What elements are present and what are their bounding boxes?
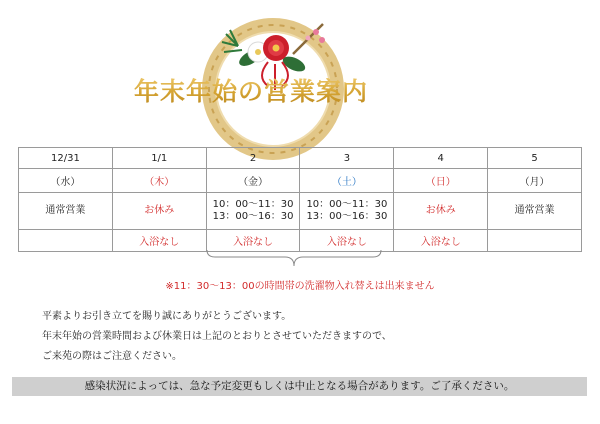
date-cell: 1/1 [112, 148, 206, 169]
hours-morning: 10：00～11：30 [306, 198, 388, 210]
status-cell: 通常営業 [19, 193, 113, 230]
weekday-cell: （水） [19, 169, 113, 193]
message-line: 平素よりお引き立てを賜り誠にありがとうございます。 [42, 311, 292, 322]
hours-cell [300, 193, 394, 230]
bath-cell: 入浴なし [394, 230, 488, 252]
date-cell: 12/31 [19, 148, 113, 169]
schedule-table [18, 147, 582, 252]
date-cell: 2 [206, 148, 300, 169]
status-cell: お休み [112, 193, 206, 230]
date-cell: 3 [300, 148, 394, 169]
message-line: 年末年始の営業時間および休業日は上記のとおりとさせていただきますので、 [42, 331, 392, 342]
hours-afternoon: 13：00～16：30 [306, 211, 388, 222]
notice-banner: 感染状況によっては、急な予定変更もしくは中止となる場合があります。ご了承ください。 [12, 377, 587, 396]
message-line: ご来苑の際はご注意ください。 [42, 351, 182, 362]
hours-morning: 10：00～11：30 [212, 198, 294, 210]
weekday-cell: （金） [206, 169, 300, 193]
date-row [19, 148, 582, 169]
laundry-note: ※11：30～13：00の時間帯の洗濯物入れ替えは出来ません [165, 281, 435, 292]
bath-cell: 入浴なし [112, 230, 206, 252]
date-cell: 4 [394, 148, 488, 169]
bath-cell [488, 230, 582, 252]
bracket-icon [205, 249, 383, 269]
bath-cell [19, 230, 113, 252]
weekday-cell: （木） [112, 169, 206, 193]
status-cell: お休み [394, 193, 488, 230]
bath-cell: 入浴なし [206, 230, 300, 252]
status-row [19, 193, 582, 230]
weekday-row [19, 169, 582, 193]
weekday-cell: （月） [488, 169, 582, 193]
date-cell: 5 [488, 148, 582, 169]
weekday-cell: （土） [300, 169, 394, 193]
status-cell: 通常営業 [488, 193, 582, 230]
hours-afternoon: 13：00～16：30 [212, 211, 294, 222]
hours-cell [206, 193, 300, 230]
page-title: 年末年始の営業案内 [134, 72, 368, 108]
weekday-cell: （日） [394, 169, 488, 193]
bath-cell: 入浴なし [300, 230, 394, 252]
